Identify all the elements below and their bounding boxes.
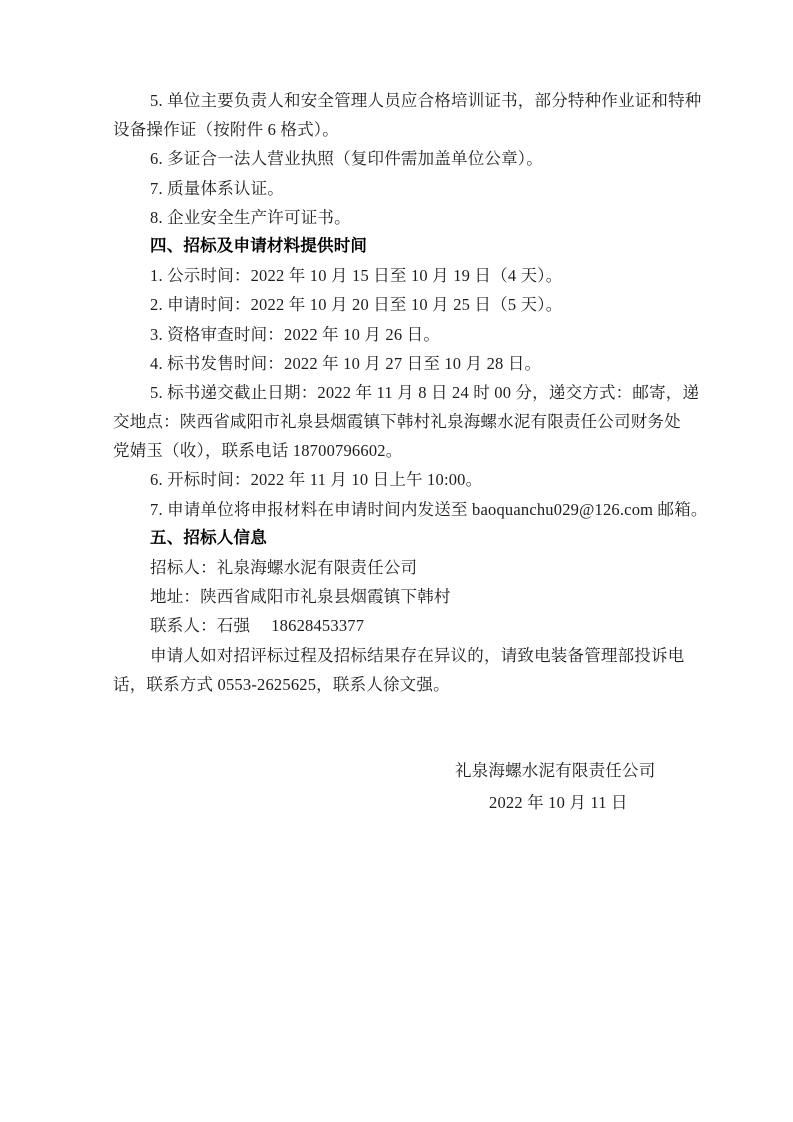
text-line: 7. 质量体系认证。 (150, 178, 284, 198)
text-line: 联系人：石强 18628453377 (150, 616, 365, 636)
text-line: 6. 多证合一法人营业执照（复印件需加盖单位公章）。 (150, 149, 543, 169)
section-heading: 五、招标人信息 (150, 528, 267, 547)
text-line: 1. 公示时间：2022 年 10 月 15 日至 10 月 19 日（4 天）。 (150, 266, 563, 286)
text-line: 5. 单位主要负责人和安全管理人员应合格培训证书，部分特种作业证和特种 (150, 91, 702, 110)
signature-company: 礼泉海螺水泥有限责任公司 (455, 761, 656, 780)
text-line: 3. 资格审查时间：2022 年 10 月 26 日。 (150, 324, 441, 344)
text-line: 地址：陕西省咸阳市礼泉县烟霞镇下韩村 (150, 587, 451, 607)
text-line: 2. 申请时间：2022 年 10 月 20 日至 10 月 25 日（5 天）。 (150, 295, 563, 315)
text-line: 话，联系方式 0553-2625625，联系人徐文强。 (113, 674, 450, 694)
section-heading: 四、招标及申请材料提供时间 (150, 236, 368, 255)
text-line: 7. 申请单位将申报材料在申请时间内发送至 baoquanchu029@126.com 邮箱。 (150, 499, 708, 519)
text-line: 4. 标书发售时间：2022 年 10 月 27 日至 10 月 28 日。 (150, 353, 542, 373)
text-line: 申请人如对招评标过程及招标结果存在异议的，请致电装备管理部投诉电 (150, 645, 685, 665)
signature-date: 2022 年 10 月 11 日 (489, 793, 628, 812)
text-line: 招标人：礼泉海螺水泥有限责任公司 (150, 558, 418, 577)
text-line: 8. 企业安全生产许可证书。 (150, 207, 351, 227)
document-body (113, 86, 708, 699)
text-line: 设备操作证（按附件 6 格式）。 (113, 120, 339, 140)
text-line: 5. 标书递交截止日期：2022 年 11 月 8 日 24 时 00 分，递交方式：邮寄，递 (150, 382, 700, 402)
text-line: 交地点：陕西省咸阳市礼泉县烟霞镇下韩村礼泉海螺水泥有限责任公司财务处 (113, 412, 681, 432)
text-line: 党婧玉（收），联系电话 18700796602。 (113, 441, 403, 461)
text-line: 6. 开标时间：2022 年 11 月 10 日上午 10:00。 (150, 470, 483, 490)
